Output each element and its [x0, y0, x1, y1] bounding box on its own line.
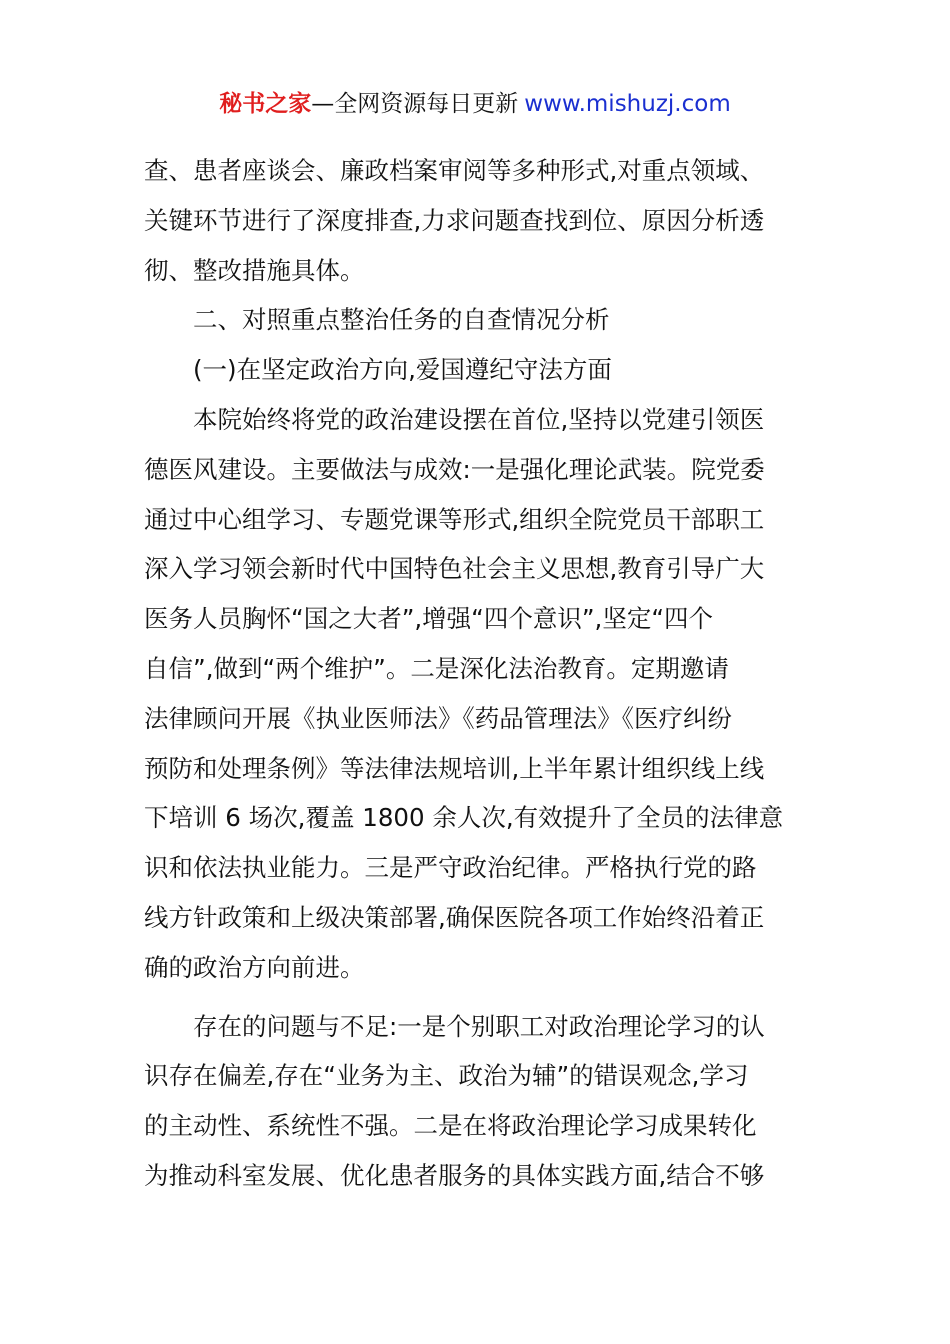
- paragraph-problems: [144, 1002, 812, 1201]
- subsection-heading: [144, 345, 812, 395]
- paragraph-practices: [144, 395, 812, 993]
- text-line: 查、患者座谈会、廉政档案审阅等多种形式,对重点领域、: [144, 156, 765, 185]
- text-line: 存在的问题与不足:一是个别职工对政治理论学习的认: [193, 1011, 765, 1041]
- site-header: [0, 88, 950, 120]
- text-line: 彻、整改措施具体。: [144, 255, 365, 285]
- text-line: 识存在偏差,存在“业务为主、政治为辅”的错误观念,学习: [144, 1061, 749, 1091]
- text-line: 为推动科室发展、优化患者服务的具体实践方面,结合不够: [144, 1160, 765, 1190]
- heading-line: 二、对照重点整治任务的自查情况分析: [193, 305, 610, 335]
- text-line: 自信”,做到“两个维护”。二是深化法治教育。定期邀请: [144, 653, 729, 683]
- text-line: 确的政治方向前进。: [144, 952, 365, 982]
- text-line: 通过中心组学习、专题党课等形式,组织全院党员干部职工: [144, 504, 765, 534]
- text-line: 本院始终将党的政治建设摆在首位,坚持以党建引领医: [193, 404, 765, 434]
- text-line: 下培训 6 场次,覆盖 1800 余人次,有效提升了全员的法律意: [144, 803, 784, 833]
- text-line: 深入学习领会新时代中国特色社会主义思想,教育引导广大: [144, 554, 765, 584]
- text-line: 线方针政策和上级决策部署,确保医院各项工作始终沿着正: [144, 902, 765, 932]
- site-brand: 秘书之家: [219, 91, 312, 117]
- text-line: 的主动性、系统性不强。二是在将政治理论学习成果转化: [144, 1111, 757, 1141]
- heading-line: (一)在坚定政治方向,爱国遵纪守法方面: [193, 355, 612, 385]
- site-tagline: —全网资源每日更新: [311, 91, 519, 117]
- paragraph-spacer: [144, 993, 812, 1002]
- paragraph-continuation: [144, 146, 812, 295]
- text-line: 医务人员胸怀“国之大者”,增强“四个意识”,坚定“四个: [144, 604, 714, 634]
- text-line: 预防和处理条例》等法律法规培训,上半年累计组织线上线: [144, 753, 765, 783]
- section-heading: [144, 295, 812, 345]
- text-line: 关键环节进行了深度排查,力求问题查找到位、原因分析透: [144, 205, 765, 235]
- text-line: 法律顾问开展《执业医师法》《药品管理法》《医疗纠纷: [144, 703, 732, 733]
- text-line: 识和依法执业能力。三是严守政治纪律。严格执行党的路: [144, 853, 757, 883]
- text-line: 德医风建设。主要做法与成效:一是强化理论武装。院党委: [144, 454, 765, 484]
- document-body: [144, 146, 812, 1201]
- site-url-link[interactable]: www.mishuzj.com: [524, 91, 731, 117]
